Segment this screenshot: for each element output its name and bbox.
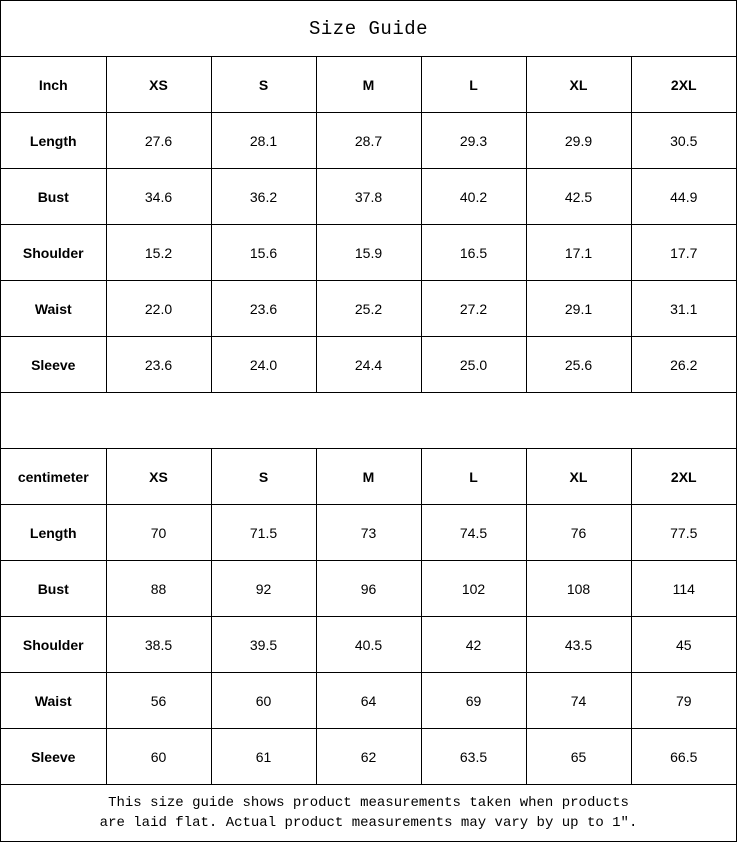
measurement-note: [1, 785, 736, 841]
table-cell: 69: [421, 673, 526, 729]
row-label: Bust: [1, 561, 106, 617]
size-guide-table: [1, 1, 736, 840]
page-title: Size Guide: [1, 1, 736, 57]
row-label: Shoulder: [1, 225, 106, 281]
table-cell: 45: [631, 617, 736, 673]
table-cell: 65: [526, 729, 631, 785]
table-cell: 29.9: [526, 113, 631, 169]
size-header-l: L: [421, 449, 526, 505]
table-cell: 71.5: [211, 505, 316, 561]
unit-label-centimeter: centimeter: [1, 449, 106, 505]
table-cell: 62: [316, 729, 421, 785]
row-label: Waist: [1, 673, 106, 729]
table-cell: 42: [421, 617, 526, 673]
table-row: [1, 617, 736, 673]
row-label: Shoulder: [1, 617, 106, 673]
table-cell: 23.6: [211, 281, 316, 337]
section-divider: [1, 393, 736, 449]
table-cell: 23.6: [106, 337, 211, 393]
table-row: [1, 113, 736, 169]
row-label: Waist: [1, 281, 106, 337]
table-cell: 114: [631, 561, 736, 617]
table-cell: 61: [211, 729, 316, 785]
table-cell: 37.8: [316, 169, 421, 225]
size-header-xl: XL: [526, 449, 631, 505]
table-cell: 43.5: [526, 617, 631, 673]
table-cell: 16.5: [421, 225, 526, 281]
note-line-1: This size guide shows product measurements taken when products: [108, 794, 629, 811]
table-cell: 22.0: [106, 281, 211, 337]
table-cell: 34.6: [106, 169, 211, 225]
size-header-l: L: [421, 57, 526, 113]
table-cell: 70: [106, 505, 211, 561]
centimeter-header-row: [1, 449, 736, 505]
table-cell: 44.9: [631, 169, 736, 225]
table-cell: 38.5: [106, 617, 211, 673]
table-cell: 25.0: [421, 337, 526, 393]
table-cell: 27.6: [106, 113, 211, 169]
size-header-s: S: [211, 57, 316, 113]
table-cell: 24.4: [316, 337, 421, 393]
note-line-2: are laid flat. Actual product measurements may vary by up to 1″.: [99, 814, 638, 831]
table-cell: 56: [106, 673, 211, 729]
table-cell: 36.2: [211, 169, 316, 225]
table-cell: 73: [316, 505, 421, 561]
table-row: [1, 281, 736, 337]
table-row: [1, 169, 736, 225]
table-cell: 76: [526, 505, 631, 561]
table-cell: 17.7: [631, 225, 736, 281]
table-cell: 15.6: [211, 225, 316, 281]
unit-label-inch: Inch: [1, 57, 106, 113]
table-cell: 108: [526, 561, 631, 617]
table-cell: 40.5: [316, 617, 421, 673]
size-header-m: M: [316, 57, 421, 113]
table-cell: 29.3: [421, 113, 526, 169]
size-header-m: M: [316, 449, 421, 505]
table-row: [1, 225, 736, 281]
table-cell: 17.1: [526, 225, 631, 281]
table-row: [1, 505, 736, 561]
table-cell: 60: [211, 673, 316, 729]
table-cell: 42.5: [526, 169, 631, 225]
table-cell: 66.5: [631, 729, 736, 785]
table-cell: 25.6: [526, 337, 631, 393]
table-cell: 24.0: [211, 337, 316, 393]
table-cell: 60: [106, 729, 211, 785]
table-cell: 79: [631, 673, 736, 729]
table-cell: 74: [526, 673, 631, 729]
table-cell: 92: [211, 561, 316, 617]
table-cell: 64: [316, 673, 421, 729]
row-label: Bust: [1, 169, 106, 225]
size-header-xs: XS: [106, 449, 211, 505]
table-cell: 63.5: [421, 729, 526, 785]
row-label: Sleeve: [1, 729, 106, 785]
size-header-s: S: [211, 449, 316, 505]
table-cell: 88: [106, 561, 211, 617]
table-row: [1, 337, 736, 393]
row-label: Sleeve: [1, 337, 106, 393]
table-cell: 26.2: [631, 337, 736, 393]
size-header-xs: XS: [106, 57, 211, 113]
size-header-2xl: 2XL: [631, 449, 736, 505]
size-header-xl: XL: [526, 57, 631, 113]
table-row: [1, 561, 736, 617]
inch-header-row: [1, 57, 736, 113]
table-cell: 96: [316, 561, 421, 617]
table-row: [1, 729, 736, 785]
table-cell: 27.2: [421, 281, 526, 337]
table-cell: 74.5: [421, 505, 526, 561]
table-cell: 31.1: [631, 281, 736, 337]
table-cell: 25.2: [316, 281, 421, 337]
row-label: Length: [1, 113, 106, 169]
table-cell: 77.5: [631, 505, 736, 561]
empty-spacer-cell: [1, 393, 736, 449]
size-header-2xl: 2XL: [631, 57, 736, 113]
table-cell: 39.5: [211, 617, 316, 673]
table-cell: 15.9: [316, 225, 421, 281]
table-cell: 40.2: [421, 169, 526, 225]
row-label: Length: [1, 505, 106, 561]
table-cell: 28.7: [316, 113, 421, 169]
table-cell: 102: [421, 561, 526, 617]
footnote-row: [1, 785, 736, 841]
table-cell: 30.5: [631, 113, 736, 169]
table-cell: 29.1: [526, 281, 631, 337]
table-cell: 28.1: [211, 113, 316, 169]
table-cell: 15.2: [106, 225, 211, 281]
table-row: [1, 673, 736, 729]
